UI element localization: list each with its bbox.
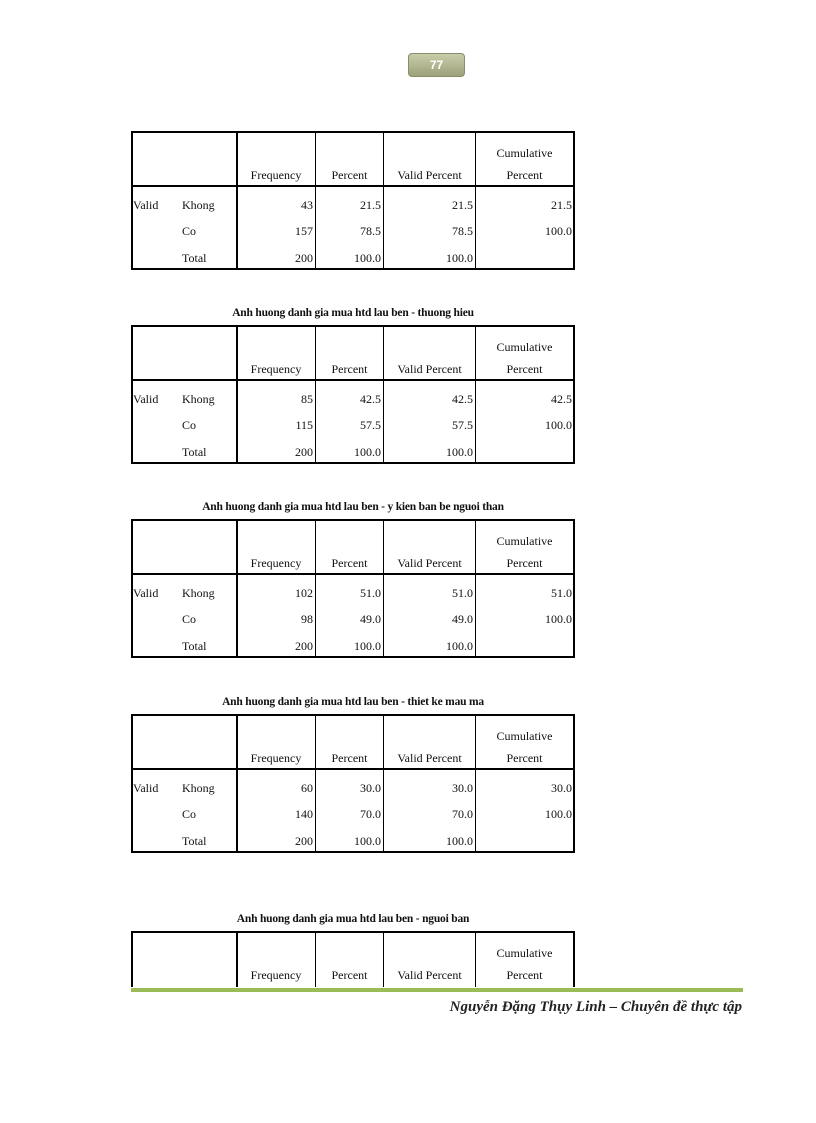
- cell-frequency: 60: [301, 781, 313, 795]
- cell-frequency: 200: [295, 639, 313, 653]
- cell-percent: 49.0: [360, 612, 381, 626]
- row-label: Khong: [182, 198, 215, 212]
- frequency-table-3: [131, 501, 575, 658]
- page-number-badge: 77: [408, 53, 465, 77]
- cell-percent: 100.0: [354, 834, 381, 848]
- cell-frequency: 98: [301, 612, 313, 626]
- table-title: Anh huong danh gia mua htd lau ben - thiet ke mau ma: [222, 696, 484, 708]
- cell-percent: 51.0: [360, 586, 381, 600]
- cell-valid-percent: 21.5: [452, 198, 473, 212]
- header-valid-percent: Valid Percent: [397, 556, 462, 570]
- frequency-table-1: [131, 131, 575, 270]
- cell-frequency: 85: [301, 392, 313, 406]
- group-label: Valid: [133, 392, 159, 406]
- cell-valid-percent: 70.0: [452, 807, 473, 821]
- header-cumulative-1: Cumulative: [496, 340, 553, 354]
- cell-cumulative: 100.0: [545, 612, 572, 626]
- cell-percent: 100.0: [354, 445, 381, 459]
- header-percent: Percent: [331, 751, 368, 765]
- cell-percent: 42.5: [360, 392, 381, 406]
- cell-valid-percent: 100.0: [446, 445, 473, 459]
- header-valid-percent: Valid Percent: [397, 751, 462, 765]
- cell-percent: 100.0: [354, 251, 381, 265]
- cell-percent: 30.0: [360, 781, 381, 795]
- cell-percent: 100.0: [354, 639, 381, 653]
- row-label: Total: [182, 834, 207, 848]
- header-valid-percent: Valid Percent: [397, 362, 462, 376]
- frequency-table-4: [131, 696, 575, 853]
- row-label: Co: [182, 807, 197, 821]
- cell-percent: 70.0: [360, 807, 381, 821]
- cell-cumulative: 100.0: [545, 807, 572, 821]
- cell-frequency: 200: [295, 445, 313, 459]
- header-frequency: Frequency: [250, 168, 302, 182]
- header-cumulative-1: Cumulative: [496, 946, 553, 960]
- group-label: Valid: [133, 198, 159, 212]
- cell-percent: 57.5: [360, 418, 381, 432]
- row-label: Total: [182, 445, 207, 459]
- footer-author: Nguyễn Đặng Thụy Linh – Chuyên đề thực tập: [449, 999, 742, 1015]
- cell-valid-percent: 42.5: [452, 392, 473, 406]
- cell-cumulative: 30.0: [551, 781, 572, 795]
- header-valid-percent: Valid Percent: [397, 968, 462, 982]
- header-cumulative-2: Percent: [506, 968, 543, 982]
- row-label: Total: [182, 251, 207, 265]
- cell-cumulative: 42.5: [551, 392, 572, 406]
- cell-valid-percent: 100.0: [446, 639, 473, 653]
- frequency-table-2: [131, 307, 575, 464]
- row-label: Total: [182, 639, 207, 653]
- cell-valid-percent: 100.0: [446, 251, 473, 265]
- row-label: Khong: [182, 392, 215, 406]
- header-frequency: Frequency: [250, 751, 302, 765]
- header-percent: Percent: [331, 362, 368, 376]
- group-label: Valid: [133, 781, 159, 795]
- cell-valid-percent: 30.0: [452, 781, 473, 795]
- cell-valid-percent: 100.0: [446, 834, 473, 848]
- table-title: Anh huong danh gia mua htd lau ben - y kien ban be nguoi than: [202, 501, 504, 513]
- cell-frequency: 200: [295, 251, 313, 265]
- frequency-table-5: [131, 913, 575, 987]
- row-label: Khong: [182, 586, 215, 600]
- header-cumulative-1: Cumulative: [496, 534, 553, 548]
- header-frequency: Frequency: [250, 968, 302, 982]
- header-cumulative-2: Percent: [506, 751, 543, 765]
- cell-frequency: 200: [295, 834, 313, 848]
- cell-frequency: 157: [295, 224, 313, 238]
- cell-frequency: 43: [301, 198, 313, 212]
- cell-frequency: 102: [295, 586, 313, 600]
- header-valid-percent: Valid Percent: [397, 168, 462, 182]
- header-frequency: Frequency: [250, 556, 302, 570]
- cell-frequency: 140: [295, 807, 313, 821]
- row-label: Co: [182, 224, 197, 238]
- cell-cumulative: 21.5: [551, 198, 572, 212]
- header-cumulative-2: Percent: [506, 362, 543, 376]
- cell-cumulative: 100.0: [545, 224, 572, 238]
- header-cumulative-2: Percent: [506, 168, 543, 182]
- cell-valid-percent: 78.5: [452, 224, 473, 238]
- header-percent: Percent: [331, 968, 368, 982]
- cell-frequency: 115: [295, 418, 313, 432]
- header-cumulative-2: Percent: [506, 556, 543, 570]
- footer-rule: [131, 988, 743, 992]
- table-title: Anh huong danh gia mua htd lau ben - nguoi ban: [236, 913, 470, 925]
- row-label: Co: [182, 418, 197, 432]
- table-title: Anh huong danh gia mua htd lau ben - thuong hieu: [232, 307, 474, 319]
- header-cumulative-1: Cumulative: [496, 729, 553, 743]
- row-label: Co: [182, 612, 197, 626]
- group-label: Valid: [133, 586, 159, 600]
- cell-percent: 21.5: [360, 198, 381, 212]
- cell-cumulative: 100.0: [545, 418, 572, 432]
- header-percent: Percent: [331, 168, 368, 182]
- header-frequency: Frequency: [250, 362, 302, 376]
- cell-valid-percent: 51.0: [452, 586, 473, 600]
- cell-cumulative: 51.0: [551, 586, 572, 600]
- cell-percent: 78.5: [360, 224, 381, 238]
- row-label: Khong: [182, 781, 215, 795]
- cell-valid-percent: 57.5: [452, 418, 473, 432]
- header-percent: Percent: [331, 556, 368, 570]
- header-cumulative-1: Cumulative: [496, 146, 553, 160]
- cell-valid-percent: 49.0: [452, 612, 473, 626]
